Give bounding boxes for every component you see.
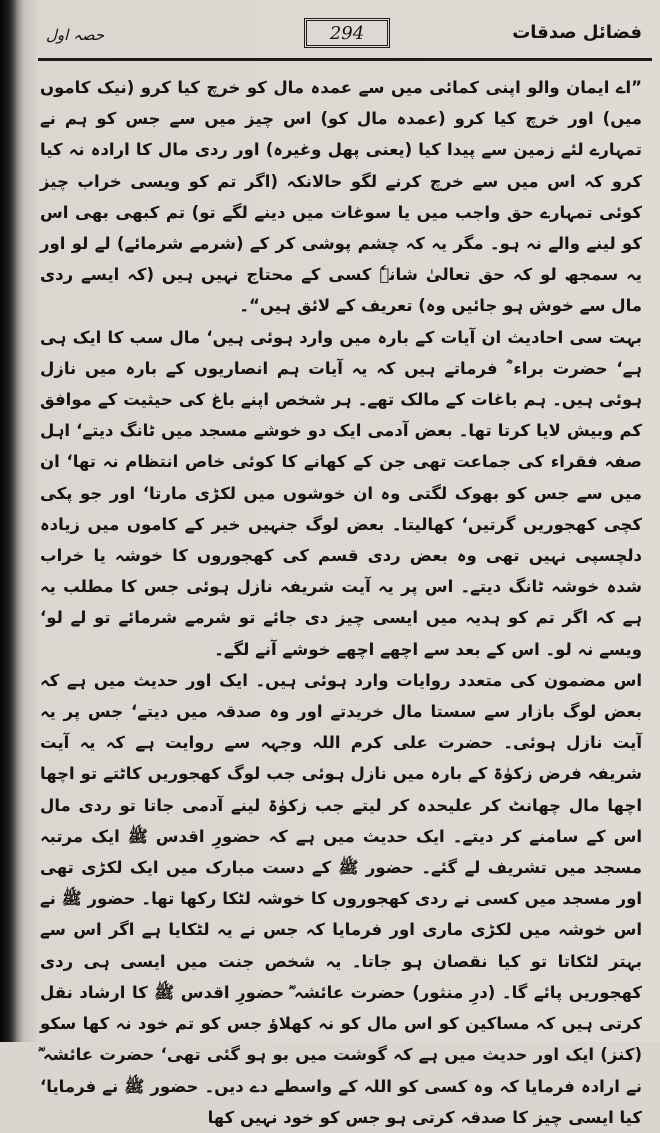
hadith-paragraph-2: اس مضمون کی متعدد روایات وارد ہوئی ہیں۔ ایک اور حدیث میں ہے کہ بعض لوگ بازار سے سستا مال خریدتے اور وہ صدقہ میں دیتے‘ جس پر یہ آیت نازل ہوئی۔ حضرت علی کرم اللہ وجہہ سے روایت ہے کہ یہ آیت شریفہ فرض زکوٰۃ کے بارہ میں نازل ہوئی جب لوگ کھجوریں کاٹتے تو اچھا اچھا مال چھانٹ کر علیحدہ کر لیتے جب زکوٰۃ لینے آدمی جاتا تو ردی مال اس کے سامنے کر دیتے۔ ایک حدیث میں ہے کہ حضورِ اقدس ﷺ ایک مرتبہ مسجد میں تشریف لے گئے۔ حضور ﷺ کے دست مبارک میں ایک لکڑی تھی اور مسجد میں کسی نے ردی کھجوروں کا خوشہ لٹکا رکھا تھا۔ حضور ﷺ نے اس خوشہ میں لکڑی ماری اور فرمایا کہ جس نے یہ لٹکایا ہے اگر اس سے بہتر لٹکاتا تو کیا نقصان ہو جاتا۔ یہ شخص جنت میں ایسی ہی ردی کھجوریں پائے گا۔ (درِ منثور) حضرت عائشہ ؓ حضورِ اقدس ﷺ کا ارشاد نقل کرتی ہیں کہ مساکین کو اس مال کو نہ کھلاؤ جس کو تم خود نہ کھا سکو (کنز) ایک اور حدیث میں ہے کہ گوشت میں بو ہو گئی تھی‘ حضرت عائشہ ؓ نے ارادہ فرمایا کہ وہ کسی کو اللہ کے واسطے دے دیں۔ حضور ﷺ نے فرمایا‘ کیا ایسی چیز کا صدقہ کرتی ہو جس کو خود نہیں کھا: [40, 670, 642, 1127]
page-header: [40, 18, 652, 54]
main-text: [40, 72, 642, 1133]
quran-translation-paragraph: ”اے ایمان والو اپنی کمائی میں سے عمدہ مال کو خرچ کیا کرو (نیک کاموں میں) اور خرچ کیا کرو (عمدہ مال کو) اس چیز میں سے جس کو ہم نے تمہارے لئے زمین سے پیدا کیا (یعنی پھل وغیرہ) اور ردی مال کا ارادہ نہ کیا کرو کہ اس میں سے خرچ کرنے لگو حالانکہ (اگر تم کو ویسی خراب چیز کوئی تمہارے حق واجب میں یا سوغات میں دینے لگے تو) تم کبھی بھی اس کو لینے والے نہ ہو۔ مگر یہ کہ چشم پوشی کر کے (شرمے شرمائے) لے لو اور یہ سمجھ لو کہ حق تعالیٰ شانہٗ کسی کے محتاج نہیں ہیں (کہ ایسے ردی مال سے خوش ہو جائیں وہ) تعریف کے لائق ہیں“۔: [40, 78, 642, 316]
hadith-paragraph-1: بہت سی احادیث ان آیات کے بارہ میں وارد ہوئی ہیں‘ مال سب کا ایک ہی ہے‘ حضرت براء ؓ فرماتے ہیں کہ یہ آیات ہم انصاریوں کے بارہ میں نازل ہوئی ہیں۔ ہم باغات کے مالک تھے۔ ہر شخص اپنے باغ کی حیثیت کے موافق کم وبیش لایا کرتا تھا۔ بعض آدمی ایک دو خوشے مسجد میں ٹانگ دیتے‘ اہل صفہ فقراء کی جماعت تھی جن کے کھانے کا کوئی خاص انتظام نہ تھا‘ ان میں سے جس کو بھوک لگتی وہ ان خوشوں میں لکڑی مارتا‘ اور جو پکی کچی کھجوریں گرتیں‘ کھالیتا۔ بعض لوگ جنہیں خیر کے کاموں میں زیادہ دلچسپی نہیں تھی وہ بعض ردی قسم کی کھجوروں کا خوشہ یا خراب شدہ خوشہ ٹانگ دیتے۔ اس پر یہ آیت شریفہ نازل ہوئی جس کا مطلب یہ ہے کہ اگر تم کو ہدیہ میں ایسی چیز دی جائے تو شرمے شرمائے تو لے لو‘ ویسے نہ لو۔ اس کے بعد سے اچھے اچھے خوشے آنے لگے۔: [40, 327, 642, 659]
page-number: 294: [329, 22, 365, 44]
header-divider: [38, 58, 652, 61]
page-gutter-shadow: [0, 0, 24, 1042]
book-title: فضائل صدقات: [512, 22, 642, 43]
section-label: حصہ اول: [46, 26, 105, 44]
page-number-box: [304, 18, 390, 48]
